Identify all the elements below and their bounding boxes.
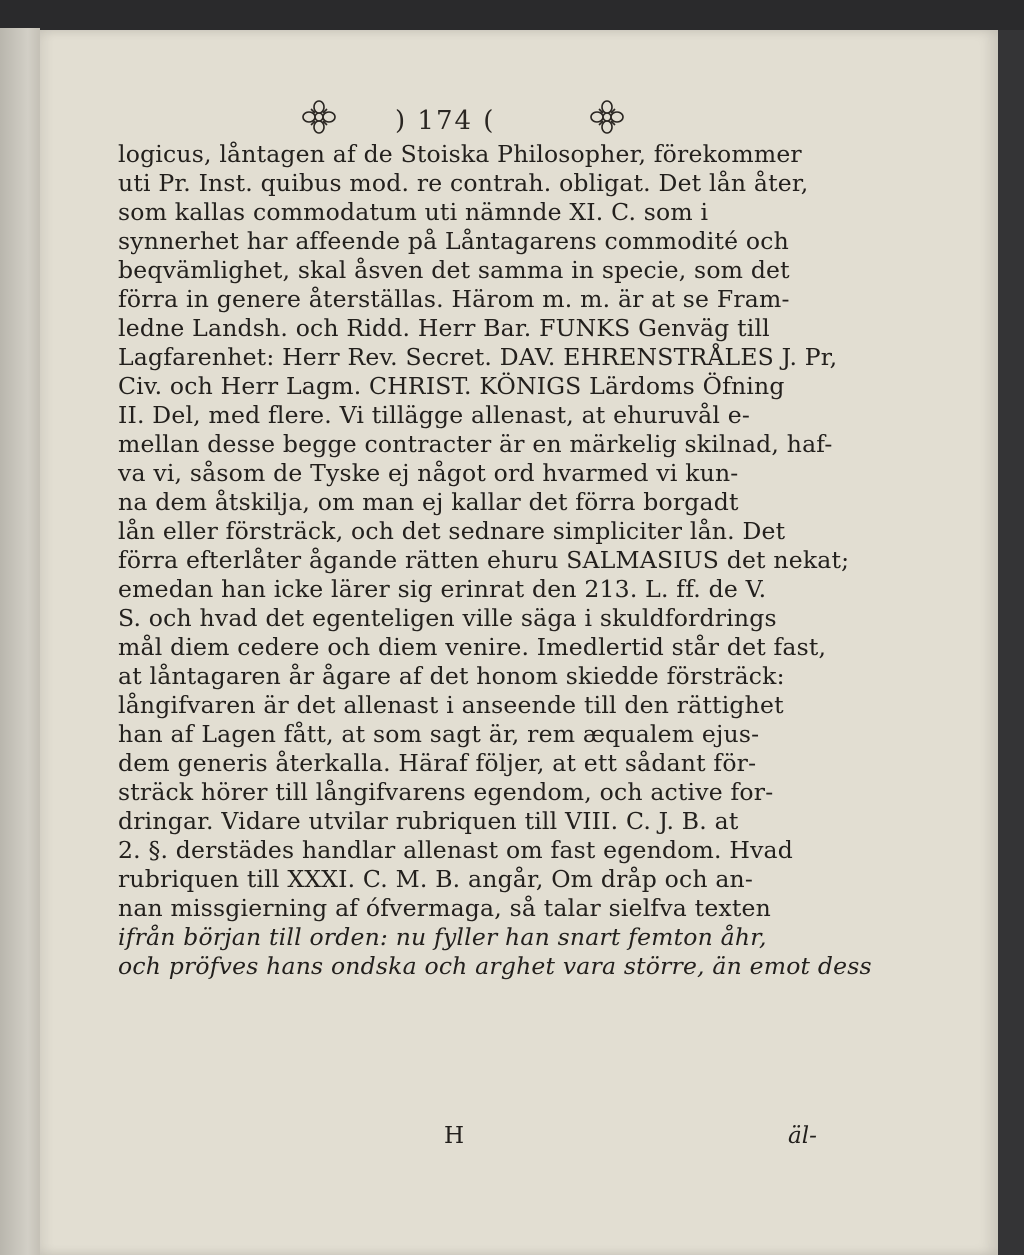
text-line: synnerhet har affeende på Låntagarens commodité och [118,227,789,255]
text-line: Civ. och Herr Lagm. CHRIST. KÖNIGS Lärdoms Öfning [118,372,785,400]
text-line: långifvaren är det allenast i anseende till den rättighet [118,691,784,719]
text-line: sträck hörer till långifvarens egendom, och active for- [118,778,774,806]
text-line: lån eller försträck, och det sednare simpliciter lån. Det [118,517,786,545]
text-line: och pröfves hans ondska och arghet vara större, än emot dess [118,952,872,980]
page-number-header: ) 174 ( [395,106,496,136]
text-line: mål diem cedere och diem venire. Imedlertid står det fast, [118,633,827,661]
text-line: II. Del, med flere. Vi tillägge allenast, at ehuruvål e- [118,401,750,429]
catchword: äl- [788,1123,817,1149]
text-line: emedan han icke lärer sig erinrat den 213. L. ff. de V. [118,575,767,603]
text-line: mellan desse begge contracter är en märkelig skilnad, haf- [118,430,833,458]
text-line: han af Lagen fått, at som sagt är, rem æqualem ejus- [118,720,760,748]
text-line: Lagfarenhet: Herr Rev. Secret. DAV. EHRENSTRÅLES J. Pr, [118,343,838,371]
flower-ornament-left-icon [302,100,336,134]
text-line: nan missgierning af ófvermaga, så talar sielfva texten [118,894,771,922]
text-line: ifrån början till orden: nu fyller han snart femton åhr, [118,923,767,951]
text-line: som kallas commodatum uti nämnde XI. C. som i [118,198,709,226]
body-text [118,140,872,981]
text-line: na dem åtskilja, om man ej kallar det förra borgadt [118,488,739,516]
previous-page-edge [0,28,40,1255]
flower-ornament-right-icon [590,100,624,134]
text-line: dem generis återkalla. Häraf följer, at ett sådant för- [118,749,757,777]
text-line: 2. §. derstädes handlar allenast om fast egendom. Hvad [118,836,793,864]
text-line: ledne Landsh. och Ridd. Herr Bar. FUNKS Genväg till [118,314,770,342]
text-line: S. och hvad det egenteligen ville säga i skuldfordrings [118,604,777,632]
book-page [40,30,998,1255]
text-line: förra in genere återställas. Härom m. m. är at se Fram- [118,285,790,313]
text-line: förra efterlåter ågande rätten ehuru SALMASIUS det nekat; [118,546,850,574]
text-line: logicus, låntagen af de Stoiska Philosopher, förekommer [118,140,802,168]
text-line: at låntagaren år ågare af det honom skiedde försträck: [118,662,785,690]
text-line: beqvämlighet, skal åsven det samma in specie, som det [118,256,790,284]
book-gutter [998,30,1024,1255]
text-line: dringar. Vidare utvilar rubriquen till VIII. C. J. B. at [118,807,739,835]
signature-mark: H [444,1123,465,1149]
text-line: uti Pr. Inst. quibus mod. re contrah. obligat. Det lån åter, [118,169,809,197]
text-line: va vi, såsom de Tyske ej något ord hvarmed vi kun- [118,459,739,487]
text-line: rubriquen till XXXI. C. M. B. angår, Om dråp och an- [118,865,754,893]
